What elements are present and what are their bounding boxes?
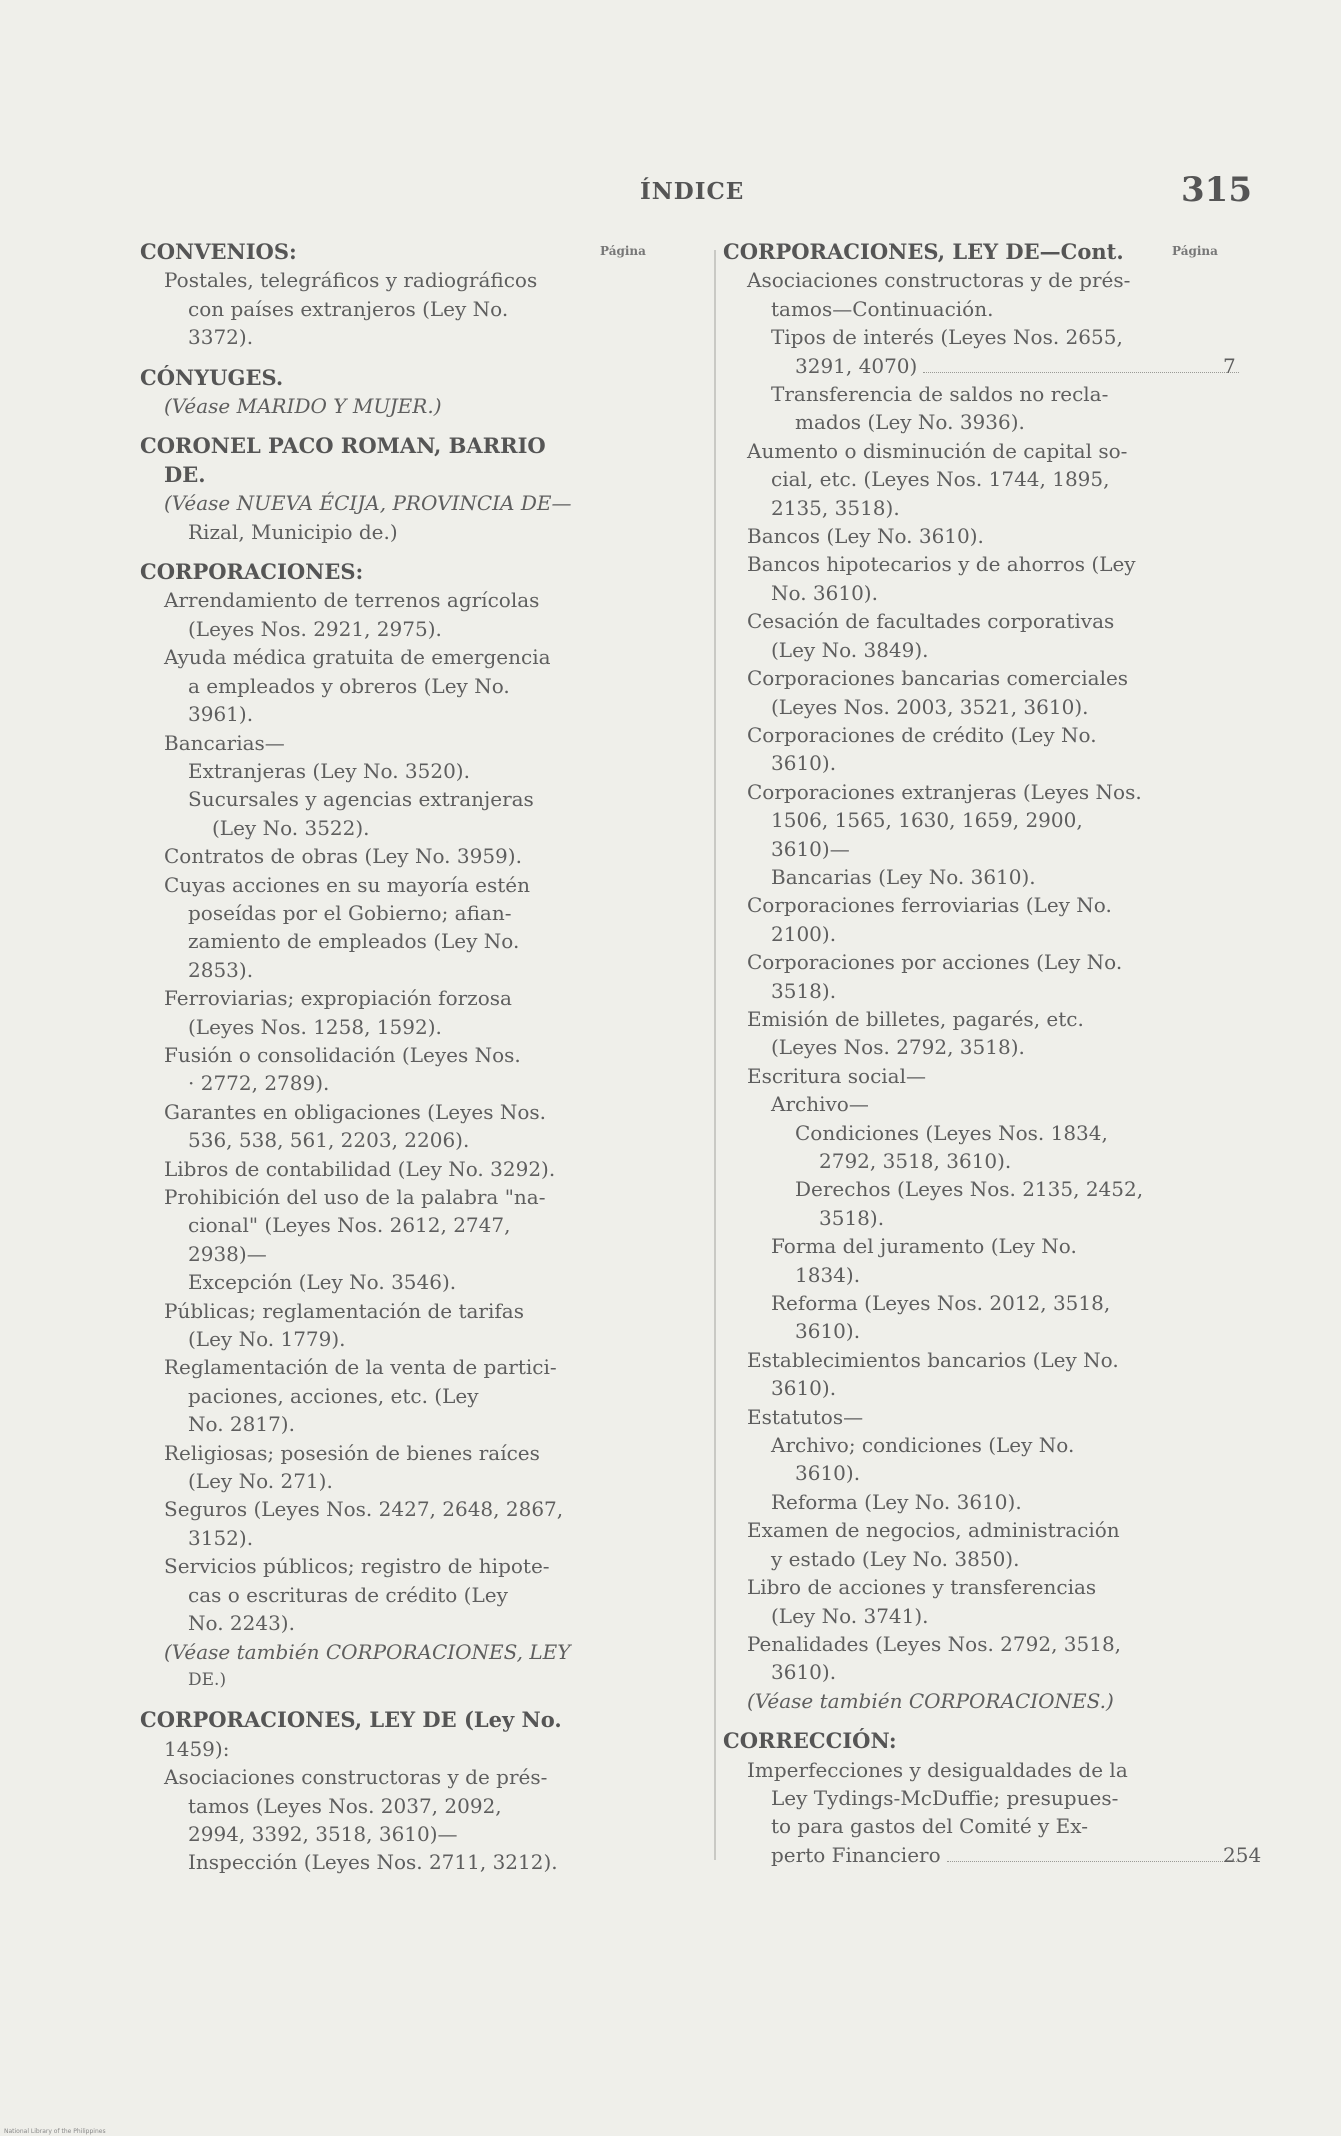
index-entry-text: (Leyes Nos. 2003, 3521, 3610). xyxy=(771,694,1089,719)
index-entry xyxy=(723,1516,1245,1544)
index-entry xyxy=(140,1848,662,1876)
page-number: 315 xyxy=(1181,170,1252,210)
index-entry-text: Inspección (Leyes Nos. 2711, 3212). xyxy=(188,1850,558,1875)
pagina-label-right: Página xyxy=(1172,244,1218,258)
index-entry-text: tamos (Leyes Nos. 2037, 2092, xyxy=(188,1793,502,1818)
index-entry xyxy=(723,295,1245,323)
index-entry-text: 2135, 3518). xyxy=(771,495,900,520)
index-entry-text: 2100). xyxy=(771,921,837,946)
index-entry xyxy=(723,607,1245,635)
index-entry-text: Imperfecciones y desigualdades de la xyxy=(747,1757,1128,1782)
index-entry-text: Servicios públicos; registro de hipote- xyxy=(164,1554,550,1579)
dot-leader xyxy=(947,1861,1239,1862)
index-entry-text: paciones, acciones, etc. (Ley xyxy=(188,1383,479,1408)
index-entry-text: Seguros (Leyes Nos. 2427, 2648, 2867, xyxy=(164,1497,564,1522)
index-entry xyxy=(140,814,662,842)
column-divider xyxy=(714,250,716,1860)
index-entry xyxy=(723,948,1245,976)
index-entry xyxy=(140,1353,662,1381)
index-entry-text: Libros de contabilidad (Ley No. 3292). xyxy=(164,1156,556,1181)
index-entry xyxy=(140,1382,662,1410)
index-entry xyxy=(723,550,1245,578)
index-entry-text: Bancarias— xyxy=(164,730,285,755)
index-entry xyxy=(723,1175,1245,1203)
index-entry xyxy=(723,1431,1245,1459)
index-entry xyxy=(723,1261,1245,1289)
index-entry-text: (Ley No. 1779). xyxy=(188,1327,346,1352)
index-entry-text: Fusión o consolidación (Leyes Nos. xyxy=(164,1042,521,1067)
index-entry xyxy=(140,364,662,392)
index-entry-text: Reglamentación de la venta de partici- xyxy=(164,1355,557,1380)
index-entry xyxy=(723,266,1245,294)
index-entry xyxy=(140,1792,662,1820)
index-entry-text: a empleados y obreros (Ley No. xyxy=(188,673,510,698)
index-entry xyxy=(723,749,1245,777)
index-entry-text: Reforma (Ley No. 3610). xyxy=(771,1489,1022,1514)
index-entry xyxy=(140,1820,662,1848)
index-entry-text: Corporaciones ferroviarias (Ley No. xyxy=(747,893,1112,918)
running-header-title: ÍNDICE xyxy=(640,178,745,205)
index-entry-text: Libro de acciones y transferencias xyxy=(747,1575,1097,1600)
index-entry-text: (Ley No. 3741). xyxy=(771,1603,929,1628)
index-entry-text: Aumento o disminución de capital so- xyxy=(747,438,1128,463)
index-entry xyxy=(140,1183,662,1211)
index-entry xyxy=(140,1041,662,1069)
index-entry-text: 3610). xyxy=(795,1461,861,1486)
index-entry xyxy=(723,437,1245,465)
index-entry-text: (Véase también CORPORACIONES, LEY xyxy=(164,1639,571,1664)
index-entry-text: 3610)— xyxy=(771,836,850,861)
index-entry xyxy=(140,392,662,420)
index-entry xyxy=(140,1126,662,1154)
index-entry xyxy=(140,1666,662,1694)
index-entry xyxy=(723,1005,1245,1033)
index-entry-text: Corporaciones bancarias comerciales xyxy=(747,666,1129,691)
index-entry xyxy=(140,672,662,700)
index-entry-text: Examen de negocios, administración xyxy=(747,1518,1120,1543)
index-entry-text: Escritura social— xyxy=(747,1063,927,1088)
index-entry-text: Ley Tydings-McDuffie; presupues- xyxy=(771,1785,1119,1810)
index-entry xyxy=(723,1727,1245,1755)
index-entry xyxy=(723,1289,1245,1317)
index-entry xyxy=(723,1317,1245,1345)
index-entry xyxy=(723,1602,1245,1630)
index-entry-page-number: 7 xyxy=(1223,353,1236,378)
index-entry-text: 3291, 4070) xyxy=(795,353,918,378)
index-entry xyxy=(723,1090,1245,1118)
index-entry xyxy=(723,522,1245,550)
index-entry-text: CORONEL PACO ROMAN, BARRIO xyxy=(140,433,546,459)
index-entry-text: 1459): xyxy=(164,1736,230,1761)
index-entry xyxy=(723,778,1245,806)
index-entry xyxy=(723,977,1245,1005)
index-entry xyxy=(140,615,662,643)
index-entry xyxy=(723,1545,1245,1573)
index-entry-text: Sucursales y agencias extranjeras xyxy=(188,787,534,812)
index-entry xyxy=(140,1638,662,1666)
index-entry xyxy=(140,899,662,927)
index-entry-text: CORPORACIONES, LEY DE (Ley No. xyxy=(140,1707,562,1733)
index-entry xyxy=(723,238,1245,266)
index-entry-text: 2853). xyxy=(188,957,254,982)
index-entry xyxy=(140,729,662,757)
index-entry-text: tamos—Continuación. xyxy=(771,296,994,321)
index-entry-text: con países extranjeros (Ley No. xyxy=(188,296,509,321)
index-entry xyxy=(723,806,1245,834)
index-entry-text: cional" (Leyes Nos. 2612, 2747, xyxy=(188,1213,511,1238)
index-entry xyxy=(723,579,1245,607)
index-entry xyxy=(140,1581,662,1609)
index-entry-text: Forma del juramento (Ley No. xyxy=(771,1234,1077,1259)
index-entry xyxy=(723,863,1245,891)
index-entry xyxy=(140,1155,662,1183)
index-entry-text: 536, 538, 561, 2203, 2206). xyxy=(188,1128,470,1153)
index-entry-text: Ayuda médica gratuita de emergencia xyxy=(164,645,551,670)
index-entry-text: CONVENIOS: xyxy=(140,239,297,264)
index-entry xyxy=(140,1069,662,1097)
index-entry xyxy=(140,984,662,1012)
index-entry xyxy=(723,1812,1245,1840)
index-entry-text: CORPORACIONES, LEY DE—Cont. xyxy=(723,239,1124,264)
index-entry-text: Ferroviarias; expropiación forzosa xyxy=(164,986,512,1011)
index-entry-text: Establecimientos bancarios (Ley No. xyxy=(747,1347,1119,1372)
index-entry-text: (Véase NUEVA ÉCIJA, PROVINCIA DE— xyxy=(164,491,572,516)
index-entry xyxy=(140,757,662,785)
index-column-right xyxy=(723,238,1262,1869)
index-entry-text: 3961). xyxy=(188,702,254,727)
index-entry-text: (Leyes Nos. 2792, 3518). xyxy=(771,1035,1025,1060)
index-entry-text: (Ley No. 271). xyxy=(188,1469,333,1494)
index-entry-text: (Ley No. 3849). xyxy=(771,637,929,662)
index-entry xyxy=(140,1240,662,1268)
index-entry xyxy=(140,1013,662,1041)
index-entry-text: 2994, 3392, 3518, 3610)— xyxy=(188,1821,458,1846)
index-entry xyxy=(723,1403,1245,1431)
index-entry xyxy=(723,1658,1245,1686)
index-entry-text: No. 3610). xyxy=(771,580,878,605)
index-entry xyxy=(723,465,1245,493)
index-entry xyxy=(140,1609,662,1637)
index-entry xyxy=(723,1232,1245,1260)
index-entry-text: y estado (Ley No. 3850). xyxy=(771,1546,1020,1571)
index-entry-text: 3610). xyxy=(795,1319,861,1344)
index-entry-text: Tipos de interés (Leyes Nos. 2655, xyxy=(771,325,1123,350)
index-entry-text: Penalidades (Leyes Nos. 2792, 3518, xyxy=(747,1631,1122,1656)
index-entry-text: zamiento de empleados (Ley No. xyxy=(188,929,520,954)
index-entry-text: (Véase MARIDO Y MUJER.) xyxy=(164,394,442,419)
index-entry-text: 3610). xyxy=(771,1376,837,1401)
index-entry-text: Extranjeras (Ley No. 3520). xyxy=(188,758,470,783)
index-entry xyxy=(723,1062,1245,1090)
index-entry xyxy=(140,489,662,517)
index-entry xyxy=(723,1346,1245,1374)
index-entry-text: 1506, 1565, 1630, 1659, 2900, xyxy=(771,808,1083,833)
index-entry xyxy=(140,238,662,266)
index-entry-text: Postales, telegráficos y radiográficos xyxy=(164,268,538,293)
pagina-label-left: Página xyxy=(600,244,646,258)
index-entry-text: Corporaciones por acciones (Ley No. xyxy=(747,950,1123,975)
index-entry xyxy=(140,518,662,546)
index-entry-text: Asociaciones constructoras y de prés- xyxy=(747,268,1131,293)
index-entry xyxy=(140,1325,662,1353)
index-entry xyxy=(140,586,662,614)
index-entry xyxy=(723,323,1245,351)
index-entry-text: Arrendamiento de terrenos agrícolas xyxy=(164,588,540,613)
index-entry-text: Bancos hipotecarios y de ahorros (Ley xyxy=(747,552,1136,577)
index-entry xyxy=(140,927,662,955)
index-column-left xyxy=(140,238,662,1877)
index-entry-text: cas o escrituras de crédito (Ley xyxy=(188,1582,508,1607)
index-entry xyxy=(723,352,1245,380)
index-entry-text: (Leyes Nos. 2921, 2975). xyxy=(188,616,442,641)
index-entry xyxy=(723,664,1245,692)
index-entry xyxy=(140,295,662,323)
index-entry-text: Bancos (Ley No. 3610). xyxy=(747,524,984,549)
index-entry xyxy=(723,1374,1245,1402)
index-entry-text: Emisión de billetes, pagarés, etc. xyxy=(747,1006,1084,1031)
index-entry xyxy=(140,1735,662,1763)
index-entry xyxy=(723,1204,1245,1232)
index-entry xyxy=(140,1552,662,1580)
index-entry-text: DE. xyxy=(164,461,206,487)
index-entry xyxy=(723,380,1245,408)
index-entry-text: (Ley No. 3522). xyxy=(212,815,370,840)
index-entry-text: cial, etc. (Leyes Nos. 1744, 1895, xyxy=(771,467,1110,492)
index-entry-text: 3610). xyxy=(771,751,837,776)
index-entry-text: to para gastos del Comité y Ex- xyxy=(771,1814,1088,1839)
index-entry xyxy=(723,1488,1245,1516)
index-entry xyxy=(723,1119,1245,1147)
index-entry xyxy=(140,956,662,984)
index-entry-text: Públicas; reglamentación de tarifas xyxy=(164,1298,524,1323)
index-entry-text: 3610). xyxy=(771,1660,837,1685)
index-entry-text: Prohibición del uso de la palabra "na- xyxy=(164,1185,546,1209)
index-entry-text: CORPORACIONES: xyxy=(140,559,364,585)
index-entry-text: Garantes en obligaciones (Leyes Nos. xyxy=(164,1099,547,1124)
index-entry xyxy=(140,1467,662,1495)
index-entry xyxy=(140,1297,662,1325)
index-entry-text: No. 2817). xyxy=(188,1412,295,1437)
index-entry-page-number: 254 xyxy=(1223,1842,1262,1867)
index-entry-text: CÓNYUGES. xyxy=(140,364,284,390)
index-entry xyxy=(723,1147,1245,1175)
index-entry xyxy=(140,1268,662,1296)
index-entry xyxy=(140,558,662,586)
index-entry-text: perto Financiero xyxy=(771,1842,941,1867)
index-entry xyxy=(140,1410,662,1438)
index-entry-text: · 2772, 2789). xyxy=(188,1071,330,1096)
index-entry xyxy=(723,693,1245,721)
index-entry xyxy=(723,1784,1245,1812)
index-entry xyxy=(140,1495,662,1523)
index-entry xyxy=(140,1098,662,1126)
index-entry xyxy=(723,1756,1245,1784)
index-entry-text: Religiosas; posesión de bienes raíces xyxy=(164,1440,540,1465)
index-entry xyxy=(723,721,1245,749)
index-entry xyxy=(723,1459,1245,1487)
index-entry xyxy=(140,461,662,489)
index-entry xyxy=(723,408,1245,436)
index-entry-text: Archivo— xyxy=(771,1092,869,1117)
index-entry-text: 3518). xyxy=(771,978,837,1003)
index-entry-text: 1834). xyxy=(795,1262,861,1287)
index-entry-text: Corporaciones extranjeras (Leyes Nos. xyxy=(747,779,1142,804)
index-entry xyxy=(140,323,662,351)
dot-leader xyxy=(923,372,1239,373)
index-entry-text: (Véase también CORPORACIONES.) xyxy=(747,1688,1114,1713)
index-entry xyxy=(723,636,1245,664)
index-entry xyxy=(140,432,662,460)
index-entry xyxy=(140,871,662,899)
index-entry xyxy=(140,1211,662,1239)
index-entry-text: Estatutos— xyxy=(747,1404,864,1429)
index-entry-text: Bancarias (Ley No. 3610). xyxy=(771,864,1036,889)
index-entry-text: Transferencia de saldos no recla- xyxy=(771,382,1109,407)
index-entry xyxy=(723,1033,1245,1061)
index-entry xyxy=(140,1439,662,1467)
index-entry-text: Corporaciones de crédito (Ley No. xyxy=(747,722,1097,747)
index-entry xyxy=(140,1763,662,1791)
index-entry-text: Asociaciones constructoras y de prés- xyxy=(164,1765,548,1790)
index-entry-text: 3152). xyxy=(188,1525,254,1550)
index-entry xyxy=(140,643,662,671)
index-entry-text: (Leyes Nos. 1258, 1592). xyxy=(188,1014,442,1039)
index-entry xyxy=(723,1573,1245,1601)
index-entry xyxy=(140,266,662,294)
index-entry xyxy=(723,920,1245,948)
footer-credit: National Library of the Philippines xyxy=(4,2128,106,2135)
index-entry xyxy=(140,1524,662,1552)
index-entry-text: Rizal, Municipio de.) xyxy=(188,519,398,544)
index-entry-text: 2792, 3518, 3610). xyxy=(819,1149,1012,1173)
index-entry xyxy=(723,1841,1262,1869)
index-entry xyxy=(723,1630,1245,1658)
index-entry xyxy=(723,835,1245,863)
index-entry-text: Reforma (Leyes Nos. 2012, 3518, xyxy=(771,1291,1111,1316)
index-entry xyxy=(140,700,662,728)
index-entry-text: Derechos (Leyes Nos. 2135, 2452, xyxy=(795,1177,1144,1202)
index-entry xyxy=(140,1706,662,1734)
index-entry-text: CORRECCIÓN: xyxy=(723,1728,897,1754)
index-entry-text: Contratos de obras (Ley No. 3959). xyxy=(164,844,522,869)
index-entry xyxy=(723,494,1245,522)
index-entry-text: poseídas por el Gobierno; afian- xyxy=(188,900,512,925)
index-entry-text: Condiciones (Leyes Nos. 1834, xyxy=(795,1120,1108,1145)
index-entry xyxy=(140,785,662,813)
index-entry-text: Archivo; condiciones (Ley No. xyxy=(771,1433,1075,1458)
index-entry-text: 3372). xyxy=(188,325,254,350)
index-entry-text: Excepción (Ley No. 3546). xyxy=(188,1270,457,1295)
index-entry-text: 3518). xyxy=(819,1205,885,1230)
index-entry-text: No. 2243). xyxy=(188,1611,295,1636)
index-entry-text: DE.) xyxy=(188,1669,227,1690)
index-entry xyxy=(723,891,1245,919)
index-entry-text: Cuyas acciones en su mayoría estén xyxy=(164,872,531,897)
index-entry-text: 2938)— xyxy=(188,1241,267,1266)
index-entry xyxy=(140,842,662,870)
index-entry xyxy=(723,1687,1245,1715)
index-entry-text: mados (Ley No. 3936). xyxy=(795,410,1025,435)
index-entry-text: Cesación de facultades corporativas xyxy=(747,609,1115,634)
